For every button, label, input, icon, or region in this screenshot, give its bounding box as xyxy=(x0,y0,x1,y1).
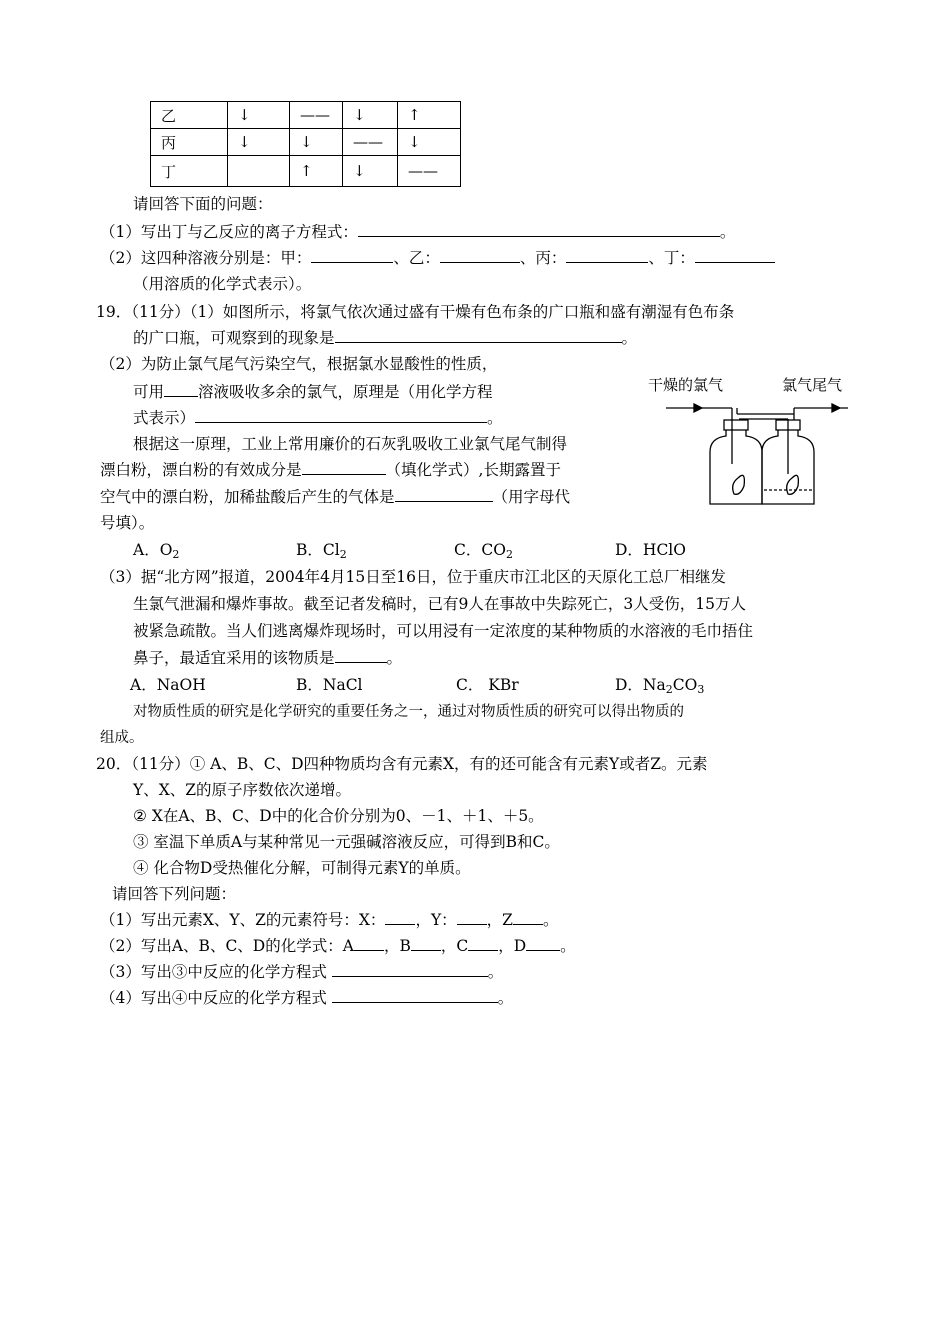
answer-blank[interactable] xyxy=(411,936,441,951)
q19-line2-text: 的广口瓶，可观察到的现象是 xyxy=(133,329,335,347)
gas-bottles-diagram xyxy=(642,374,856,510)
table-cell: ↑ xyxy=(398,102,461,129)
table-row xyxy=(151,156,461,187)
answer-blank[interactable] xyxy=(335,648,387,663)
fig-label-tail-gas: 氯气尾气 xyxy=(782,376,843,394)
table-cell: —— xyxy=(343,129,398,156)
q20-prompt: 请回答下列问题： xyxy=(112,885,237,903)
table-cell: ↓ xyxy=(398,129,461,156)
q20-line3: ② X在A、B、C、D中的化合价分别为0、－1、＋1、＋5。 xyxy=(133,807,544,825)
option-c-sub: 2 xyxy=(505,548,513,561)
q19-line4-tail: 溶液吸收多余的氯气，原理是（用化学方程 xyxy=(198,383,493,401)
q18-part1-text: （1）写出丁与乙反应的离子方程式： xyxy=(100,223,358,241)
answer-blank[interactable] xyxy=(164,382,198,397)
q19-line8 xyxy=(100,487,570,507)
answer-blank[interactable] xyxy=(513,910,543,925)
q18-part2 xyxy=(100,248,775,268)
q19-line7 xyxy=(100,460,561,480)
q19-line7-tail: （填化学式）,长期露置于 xyxy=(385,461,561,479)
q20-line5: ④ 化合物D受热催化分解，可制得元素Y的单质。 xyxy=(133,859,471,877)
q19-line5-text: 式表示） xyxy=(133,409,196,427)
table-cell: ↓ xyxy=(343,156,398,187)
arrow-icon xyxy=(832,404,840,412)
option2-d xyxy=(615,675,704,700)
q18-part1-end: 。 xyxy=(719,223,736,241)
q19-line3: （2）为防止氯气尾气污染空气，根据氯水显酸性的性质， xyxy=(100,355,498,373)
answer-blank[interactable] xyxy=(354,936,384,951)
q20-line4: ③ 室温下单质A与某种常见一元强碱溶液反应，可得到B和C。 xyxy=(133,833,560,851)
table-row xyxy=(151,129,461,156)
q19-line8-text: 空气中的漂白粉，加稀盐酸后产生的气体是 xyxy=(100,488,395,506)
q19-line6: 根据这一原理，工业上常用廉价的石灰乳吸收工业氯气尾气制得 xyxy=(133,435,568,453)
answer-blank[interactable] xyxy=(332,988,498,1003)
q20-q1-text: （1）写出元素X、Y、Z的元素符号：X： xyxy=(100,911,386,929)
option-a xyxy=(133,540,179,565)
table-cell: 丙 xyxy=(151,129,228,156)
cloth-strip-2 xyxy=(787,475,799,494)
answer-blank[interactable] xyxy=(335,328,622,343)
q18-part2-text: （2）这四种溶液分别是：甲： xyxy=(100,249,312,267)
answer-blank[interactable] xyxy=(358,222,720,237)
q19-line7-text: 漂白粉，漂白粉的有效成分是 xyxy=(100,461,302,479)
table-cell: ↓ xyxy=(228,129,290,156)
q18-part2-sep2: 、丙： xyxy=(519,249,567,267)
fig-label-dry-chlorine: 干燥的氯气 xyxy=(648,376,724,394)
q19-line4 xyxy=(133,382,493,402)
q18-part2-sep1: 、乙： xyxy=(393,249,440,267)
option-b-text: B．Cl xyxy=(296,541,340,559)
table-cell: ↑ xyxy=(290,156,343,187)
q19-line2 xyxy=(133,328,637,348)
option-b-sub: 2 xyxy=(339,548,347,561)
q19-line5 xyxy=(133,408,503,428)
cloth-strip-1 xyxy=(733,475,745,494)
q20-q2 xyxy=(100,936,576,956)
table-cell: 乙 xyxy=(151,102,228,129)
q19-line2-end: 。 xyxy=(621,329,638,347)
option2-d-tail: CO xyxy=(672,676,698,694)
q19-line1: 19．（11分）（1）如图所示，将氯气依次通过盛有干燥有色布条的广口瓶和盛有潮湿有色布条 xyxy=(96,303,735,321)
answer-blank[interactable] xyxy=(526,936,560,951)
q19-line4-text: 可用 xyxy=(133,383,165,401)
table-cell: ↓ xyxy=(343,102,398,129)
q19-part3-line2: 生氯气泄漏和爆炸事故。截至记者发稿时，已有9人在事故中失踪死亡，3人受伤，15万人 xyxy=(133,595,746,613)
q19-part3-line3: 被紧急疏散。当人们逃离爆炸现场时，可以用浸有一定浓度的某种物质的水溶液的毛巾捂住 xyxy=(133,622,754,640)
q20-line1: 20．（11分）① A、B、C、D四种物质均含有元素X，有的还可能含有元素Y或者Z。元素 xyxy=(96,755,708,773)
answer-blank[interactable] xyxy=(457,910,487,925)
answer-blank[interactable] xyxy=(695,248,775,263)
option-d: D．HClO xyxy=(615,541,686,559)
q20-q2-sep2: ，C xyxy=(440,937,469,955)
q19-line5-end: 。 xyxy=(487,409,503,427)
q20-q2-sep1: ，B xyxy=(383,937,411,955)
q19-part3-line4-text: 鼻子，最适宜采用的该物质是 xyxy=(133,649,335,667)
table-cell: —— xyxy=(398,156,461,187)
arrow-icon xyxy=(694,404,702,412)
q19-line9: 号填）。 xyxy=(100,514,155,532)
q20-q4-text: （4）写出④中反应的化学方程式 xyxy=(100,989,332,1007)
answer-blank[interactable] xyxy=(385,910,415,925)
q20-q3 xyxy=(100,962,503,982)
q19-part3-line4-end: 。 xyxy=(386,649,403,667)
bottle-1 xyxy=(710,430,762,504)
table-cell xyxy=(228,156,290,187)
table-cell: ↓ xyxy=(290,129,343,156)
option2-c: C． KBr xyxy=(456,676,519,694)
option2-b: B．NaCl xyxy=(296,676,363,694)
answer-blank[interactable] xyxy=(311,248,393,263)
option-c xyxy=(454,540,513,565)
q20-q1-end: 。 xyxy=(542,911,559,929)
reaction-table xyxy=(150,101,461,187)
table-cell: —— xyxy=(290,102,343,129)
q18-part2-note: （用溶质的化学式表示）。 xyxy=(133,275,312,293)
q18-part1 xyxy=(100,222,735,242)
answer-blank[interactable] xyxy=(195,408,487,423)
q18-prompt: 请回答下面的问题： xyxy=(133,195,273,213)
q19-line8-tail: （用字母代 xyxy=(492,488,571,506)
option2-d-text: D．Na xyxy=(615,676,666,694)
q18-part2-sep3: 、丁： xyxy=(648,249,695,267)
answer-blank[interactable] xyxy=(332,962,488,977)
q20-q1-sep1: ，Y： xyxy=(415,911,457,929)
q20-q1 xyxy=(100,910,558,930)
answer-blank[interactable] xyxy=(395,487,493,502)
q19-part3-line1: （3）据“北方网”报道，2004年4月15日至16日，位于重庆市江北区的天原化工总厂相继发 xyxy=(100,568,726,586)
option-a-text: A．O xyxy=(133,541,173,559)
note-line2: 组成。 xyxy=(100,730,144,746)
answer-blank[interactable] xyxy=(566,248,648,263)
q20-line2: Y、X、Z的原子序数依次递增。 xyxy=(133,781,352,799)
answer-blank[interactable] xyxy=(302,460,386,475)
q20-q4-end: 。 xyxy=(497,989,514,1007)
q20-q3-end: 。 xyxy=(487,963,504,981)
stopper-1 xyxy=(724,420,748,430)
table-cell: ↓ xyxy=(228,102,290,129)
q20-q2-sep3: ，D xyxy=(498,937,527,955)
q20-q2-text: （2）写出A、B、C、D的化学式：A xyxy=(100,937,354,955)
answer-blank[interactable] xyxy=(440,248,520,263)
table-row xyxy=(151,102,461,129)
option2-d-sub: 2 xyxy=(665,683,673,696)
q20-q1-sep2: ，Z xyxy=(486,911,513,929)
note-line1: 对物质性质的研究是化学研究的重要任务之一，通过对物质性质的研究可以得出物质的 xyxy=(133,704,684,720)
answer-blank[interactable] xyxy=(468,936,498,951)
option2-d-sub2: 3 xyxy=(697,683,705,696)
q20-q3-text: （3）写出③中反应的化学方程式 xyxy=(100,963,332,981)
option-b xyxy=(296,540,347,565)
q20-q4 xyxy=(100,988,513,1008)
q19-part3-line4 xyxy=(133,648,402,668)
option-c-text: C．CO xyxy=(454,541,506,559)
option2-a: A．NaOH xyxy=(130,676,206,694)
q20-q2-end: 。 xyxy=(560,937,576,955)
table-cell: 丁 xyxy=(151,156,228,187)
option-a-sub: 2 xyxy=(172,548,180,561)
